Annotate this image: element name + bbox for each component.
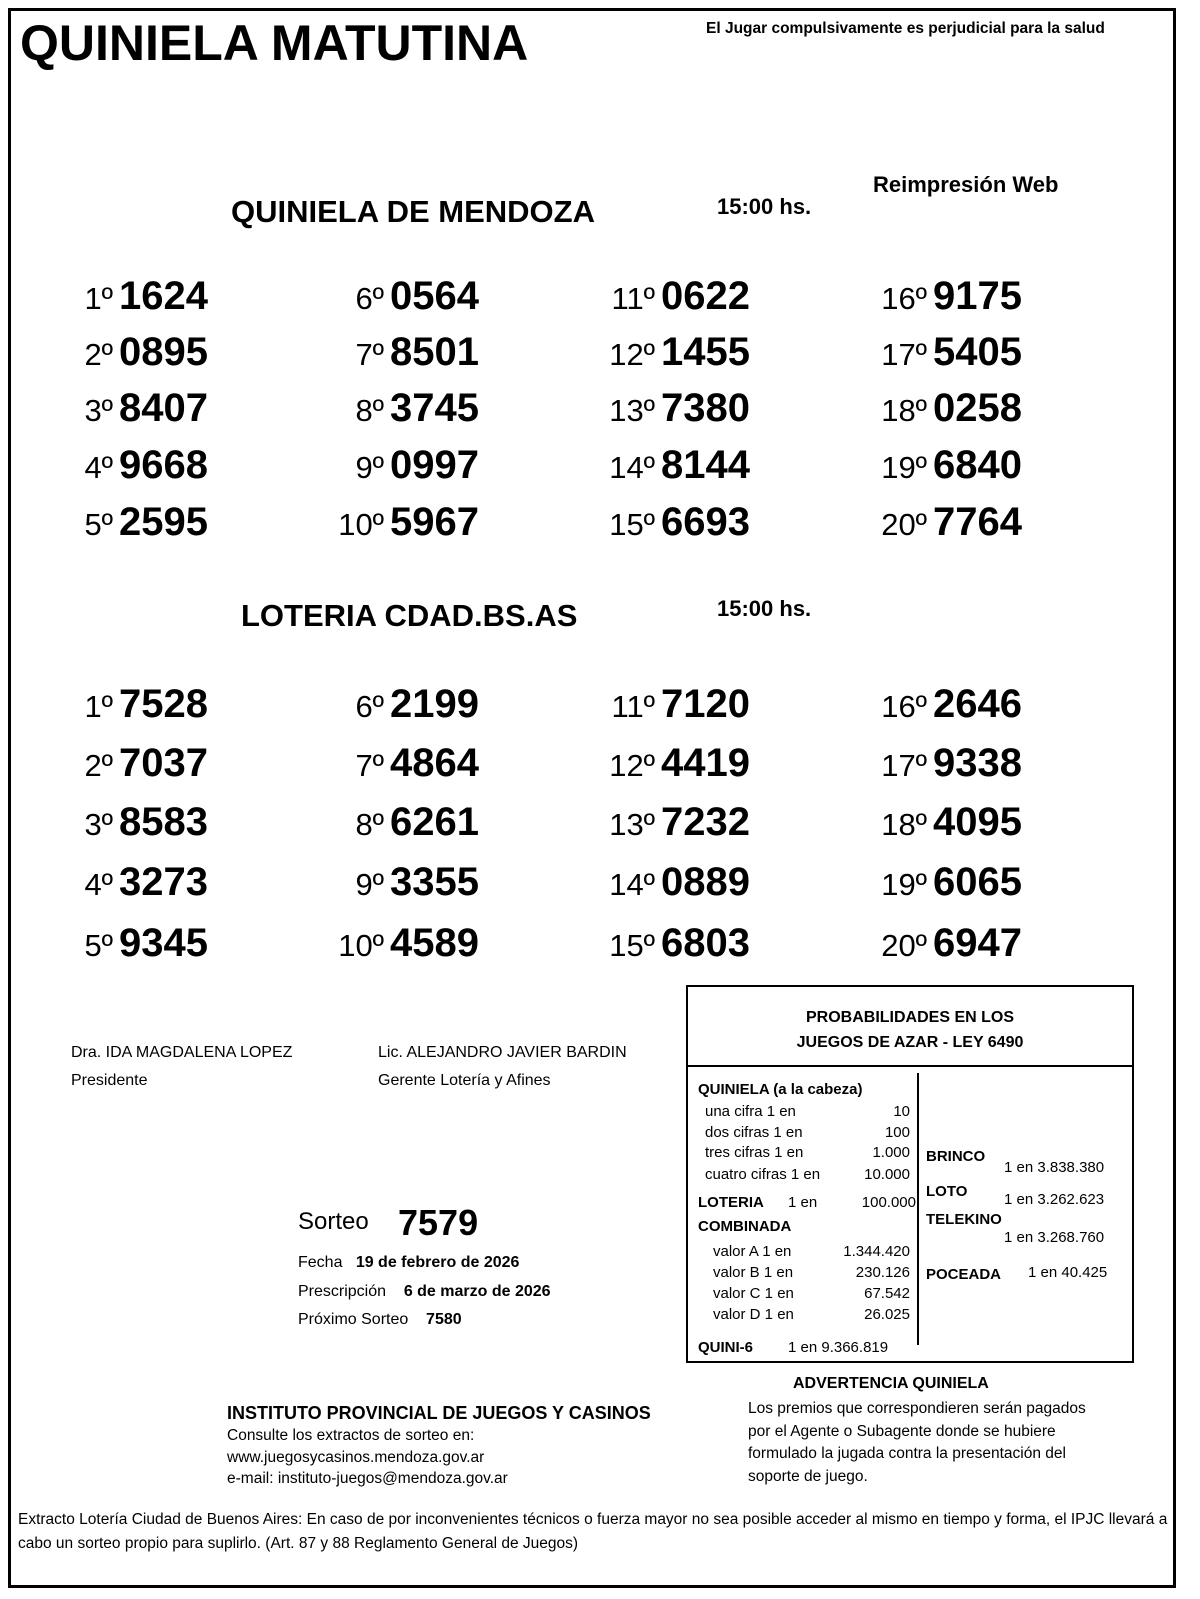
draw-position: 10º [338, 928, 385, 963]
combinada-odds-label: valor C 1 en [713, 1285, 794, 1302]
draw-result [872, 800, 1022, 845]
draw-result [329, 443, 479, 488]
draw-position: 18º [881, 807, 928, 842]
draw-position: 2º [84, 337, 114, 372]
combinada-odds-value: 230.126 [855, 1264, 910, 1281]
telekino-odds-label: TELEKINO [926, 1211, 1002, 1228]
draw-position: 13º [609, 807, 656, 842]
draw-result [58, 800, 208, 845]
draw-number: 0564 [390, 274, 479, 318]
draw-result [872, 274, 1022, 319]
draw-result [58, 860, 208, 905]
prescripcion-value: 6 de marzo de 2026 [403, 1283, 551, 1300]
draw-result [872, 682, 1022, 727]
draw-position: 3º [84, 807, 114, 842]
fecha-value: 19 de febrero de 2026 [355, 1254, 520, 1271]
draw-number: 1624 [119, 274, 208, 318]
mendoza-time: 15:00 hs. [717, 194, 812, 219]
poceada-odds-value: 1 en 40.425 [1028, 1264, 1108, 1281]
draw-position: 19º [881, 867, 928, 902]
combinada-odds-title: COMBINADA [698, 1218, 792, 1235]
quiniela-odds-label: cuatro cifras 1 en [705, 1166, 821, 1183]
draw-position: 11º [611, 281, 656, 316]
draw-number: 3273 [119, 860, 208, 904]
proximo-row [298, 1311, 462, 1329]
quiniela-odds-value: 1.000 [872, 1144, 910, 1161]
combinada-odds-label: valor D 1 en [713, 1306, 794, 1323]
draw-number: 4589 [390, 921, 479, 965]
draw-number: 1455 [661, 330, 750, 374]
draw-number: 6803 [661, 921, 750, 965]
draw-position: 7º [355, 748, 385, 783]
draw-number: 6693 [661, 500, 750, 544]
draw-result [872, 386, 1022, 431]
draw-position: 15º [609, 507, 656, 542]
draw-result [600, 330, 750, 375]
draw-number: 6261 [390, 800, 479, 844]
draw-result [58, 386, 208, 431]
draw-result [600, 741, 750, 786]
bsas-title: LOTERIA CDAD.BS.AS [241, 598, 578, 633]
quiniela-odds-label: dos cifras 1 en [705, 1124, 803, 1141]
advertencia-title: ADVERTENCIA QUINIELA [793, 1375, 989, 1392]
draw-position: 16º [881, 281, 928, 316]
prescripcion-label: Prescripción [298, 1283, 387, 1300]
draw-result [329, 274, 479, 319]
draw-position: 5º [84, 928, 114, 963]
draw-result [329, 330, 479, 375]
loto-odds-label: LOTO [926, 1183, 968, 1200]
prescripcion-row [298, 1283, 551, 1301]
draw-result [600, 443, 750, 488]
draw-position: 18º [881, 393, 928, 428]
sorteo-number: 7579 [398, 1202, 479, 1243]
quiniela-odds-title: QUINIELA (a la cabeza) [698, 1081, 863, 1098]
draw-number: 3745 [390, 386, 479, 430]
draw-number: 4864 [390, 741, 479, 785]
draw-number: 8144 [661, 443, 750, 487]
fecha-label: Fecha [298, 1254, 343, 1271]
draw-position: 16º [881, 689, 928, 724]
brinco-odds-label: BRINCO [926, 1148, 986, 1165]
reprint-label: Reimpresión Web [873, 172, 1059, 197]
brinco-odds-value: 1 en 3.838.380 [1004, 1159, 1105, 1176]
draw-position: 17º [881, 337, 928, 372]
draw-number: 8407 [119, 386, 208, 430]
draw-number: 2646 [933, 682, 1022, 726]
draw-result [600, 860, 750, 905]
draw-position: 6º [355, 281, 385, 316]
draw-position: 14º [609, 450, 656, 485]
draw-result [329, 386, 479, 431]
fecha-row [298, 1254, 519, 1272]
draw-number: 4419 [661, 741, 750, 785]
draw-position: 12º [609, 337, 656, 372]
draw-position: 4º [84, 450, 114, 485]
quiniela-odds-label: tres cifras 1 en [705, 1144, 804, 1161]
combinada-odds-value: 26.025 [864, 1306, 910, 1323]
draw-result [872, 500, 1022, 545]
quini6-odds-value: 1 en 9.366.819 [788, 1339, 889, 1356]
draw-position: 1º [84, 281, 114, 316]
draw-number: 5405 [933, 330, 1022, 374]
draw-result [58, 274, 208, 319]
draw-number: 9668 [119, 443, 208, 487]
draw-result [58, 443, 208, 488]
draw-number: 7380 [661, 386, 750, 430]
quiniela-odds-value: 10.000 [864, 1166, 910, 1183]
draw-result [600, 274, 750, 319]
draw-position: 2º [84, 748, 114, 783]
draw-number: 7120 [661, 682, 750, 726]
draw-position: 1º [84, 689, 114, 724]
draw-position: 17º [881, 748, 928, 783]
draw-position: 13º [609, 393, 656, 428]
draw-result [600, 800, 750, 845]
quiniela-odds-value: 100 [884, 1124, 910, 1141]
probabilities-divider [917, 1073, 919, 1345]
draw-position: 14º [609, 867, 656, 902]
probabilities-title-line1: PROBABILIDADES EN LOS [805, 1009, 1014, 1026]
draw-number: 2595 [119, 500, 208, 544]
draw-position: 20º [881, 928, 928, 963]
draw-result [872, 921, 1022, 966]
bsas-time: 15:00 hs. [717, 596, 812, 621]
combinada-odds-label: valor B 1 en [713, 1264, 794, 1281]
combinada-odds-value: 1.344.420 [843, 1243, 910, 1260]
draw-result [329, 921, 479, 966]
draw-number: 7528 [119, 682, 208, 726]
draw-result [329, 800, 479, 845]
draw-position: 7º [355, 337, 385, 372]
draw-number: 7037 [119, 741, 208, 785]
draw-position: 8º [355, 807, 385, 842]
draw-result [600, 386, 750, 431]
draw-number: 9175 [933, 274, 1022, 318]
draw-result [872, 443, 1022, 488]
telekino-odds-value: 1 en 3.268.760 [1004, 1229, 1105, 1246]
signature-left-role: Presidente [71, 1072, 148, 1089]
draw-result [329, 682, 479, 727]
draw-number: 7764 [933, 500, 1022, 544]
sorteo-label: Sorteo [298, 1208, 369, 1235]
draw-number: 6840 [933, 443, 1022, 487]
poceada-odds-label: POCEADA [926, 1266, 1002, 1283]
draw-position: 3º [84, 393, 114, 428]
proximo-value: 7580 [426, 1311, 462, 1328]
draw-result [329, 860, 479, 905]
draw-number: 8501 [390, 330, 479, 374]
institute-consult-text: Consulte los extractos de sorteo en: [227, 1427, 475, 1444]
draw-result [600, 921, 750, 966]
signature-right-name: Lic. ALEJANDRO JAVIER BARDIN [378, 1044, 627, 1061]
draw-result [58, 921, 208, 966]
quiniela-odds-label: una cifra 1 en [705, 1103, 796, 1120]
draw-result [872, 860, 1022, 905]
draw-number: 9338 [933, 741, 1022, 785]
page-title: QUINIELA MATUTINA [20, 15, 529, 71]
draw-number: 8583 [119, 800, 208, 844]
institute-title: INSTITUTO PROVINCIAL DE JUEGOS Y CASINOS [227, 1403, 651, 1423]
draw-position: 11º [611, 689, 656, 724]
draw-result [872, 330, 1022, 375]
draw-position: 8º [355, 393, 385, 428]
draw-position: 20º [881, 507, 928, 542]
draw-result [600, 500, 750, 545]
draw-position: 4º [84, 867, 114, 902]
draw-number: 3355 [390, 860, 479, 904]
combinada-odds-value: 67.542 [864, 1285, 910, 1302]
draw-number: 2199 [390, 682, 479, 726]
draw-position: 9º [355, 867, 385, 902]
draw-number: 9345 [119, 921, 208, 965]
draw-position: 15º [609, 928, 656, 963]
draw-number: 5967 [390, 500, 479, 544]
draw-number: 0622 [661, 274, 750, 318]
probabilities-header [688, 987, 1132, 1067]
draw-result [872, 741, 1022, 786]
draw-result [329, 741, 479, 786]
draw-result [329, 500, 479, 545]
draw-position: 6º [355, 689, 385, 724]
draw-result [58, 330, 208, 375]
loto-odds-value: 1 en 3.262.623 [1004, 1191, 1105, 1208]
proximo-label: Próximo Sorteo [298, 1311, 409, 1328]
quiniela-odds-value: 10 [893, 1103, 910, 1120]
advertencia-text: Los premios que correspondieren serán pagados por el Agente o Subagente donde se hubiere formulado la jugada contra la presentación del soporte de juego. [748, 1400, 1086, 1485]
probabilities-box [686, 985, 1134, 1363]
draw-number: 0889 [661, 860, 750, 904]
combinada-odds-label: valor A 1 en [713, 1243, 792, 1260]
health-warning: El Jugar compulsivamente es perjudicial para la salud [706, 20, 1105, 37]
draw-position: 5º [84, 507, 114, 542]
draw-number: 7232 [661, 800, 750, 844]
draw-number: 6065 [933, 860, 1022, 904]
draw-number: 0258 [933, 386, 1022, 430]
quini6-odds-label: QUINI-6 [698, 1339, 754, 1356]
draw-result [600, 682, 750, 727]
footer-note: Extracto Lotería Ciudad de Buenos Aires: En caso de por inconvenientes técnicos o fuerza mayor no sea posible acceder al mismo en tiempo y forma, el IPJC llevará a cabo un sorteo propio para suplirlo. (Art. 87 y 88 Reglamento General de Juegos) [18, 1511, 1168, 1552]
loteria-odds-text: 1 en [788, 1194, 818, 1211]
draw-position: 12º [609, 748, 656, 783]
signature-right-role: Gerente Lotería y Afines [378, 1072, 551, 1089]
signature-left-name: Dra. IDA MAGDALENA LOPEZ [71, 1044, 293, 1061]
draw-result [58, 741, 208, 786]
draw-position: 9º [355, 450, 385, 485]
draw-result [58, 500, 208, 545]
loteria-odds-label: LOTERIA [698, 1194, 764, 1211]
institute-email-link[interactable]: e-mail: instituto-juegos@mendoza.gov.ar [227, 1470, 508, 1487]
probabilities-title-line2: JUEGOS DE AZAR - LEY 6490 [796, 1034, 1024, 1051]
draw-number: 6947 [933, 921, 1022, 965]
institute-contact [227, 1425, 667, 1490]
mendoza-title: QUINIELA DE MENDOZA [231, 194, 595, 229]
loteria-odds-value: 100.000 [861, 1194, 916, 1211]
institute-website-link[interactable]: www.juegosycasinos.mendoza.gov.ar [227, 1448, 485, 1466]
draw-result [58, 682, 208, 727]
draw-number: 0997 [390, 443, 479, 487]
draw-position: 19º [881, 450, 928, 485]
draw-number: 4095 [933, 800, 1022, 844]
draw-number: 0895 [119, 330, 208, 374]
draw-position: 10º [338, 507, 385, 542]
